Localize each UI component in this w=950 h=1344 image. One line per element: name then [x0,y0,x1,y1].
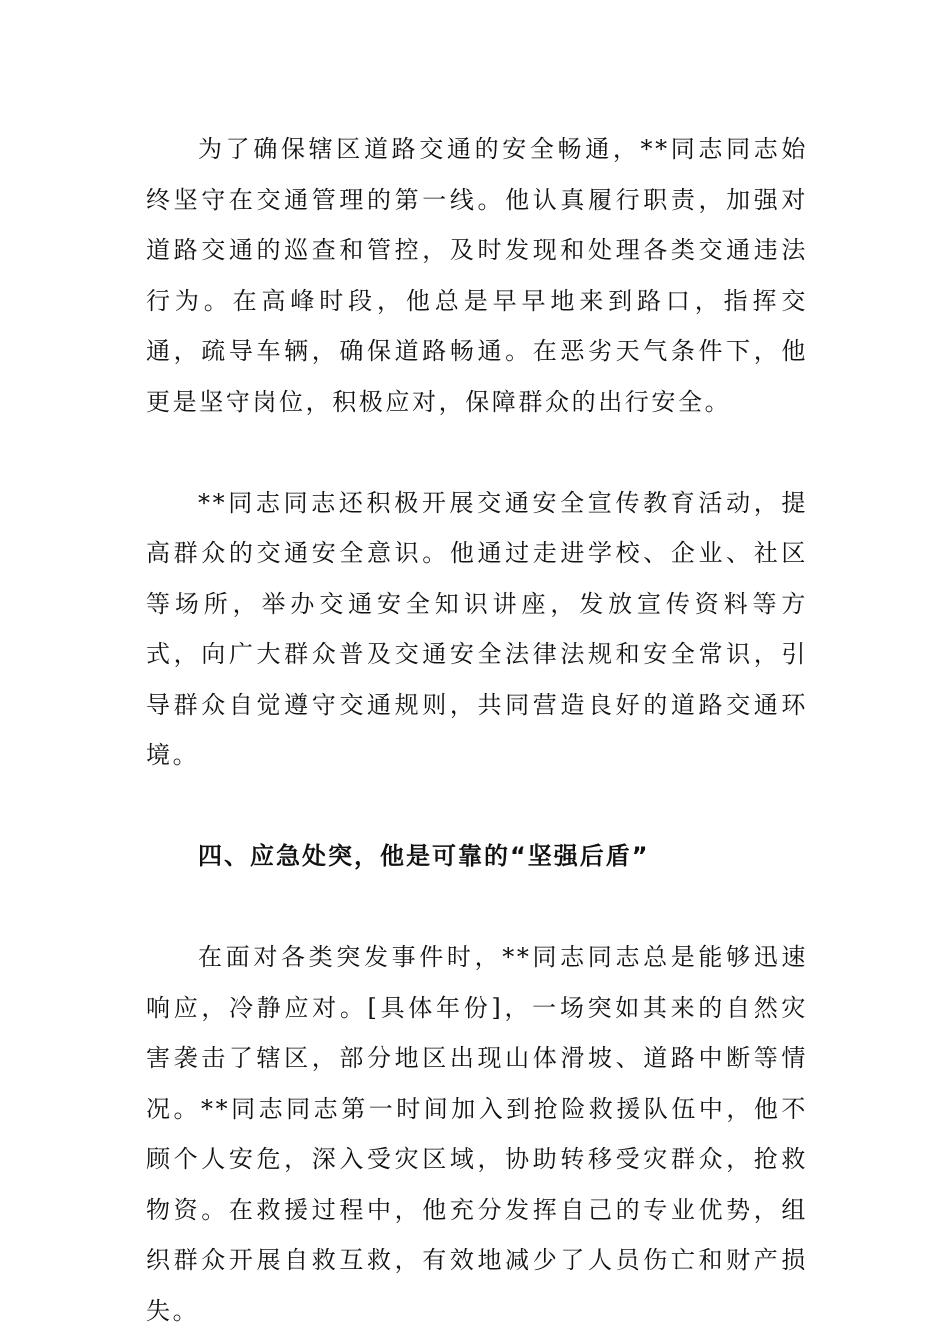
document-body [146,124,808,1336]
paragraph-safety-education: **同志同志还积极开展交通安全宣传教育活动，提高群众的交通安全意识。他通过走进学校、企业、社区等场所，举办交通安全知识讲座，发放宣传资料等方式，向广大群众普及交通安全法律法规和安全常识，引导群众自觉遵守交通规则，共同营造良好的道路交通环境。 [146,488,808,769]
paragraph-traffic-management: 为了确保辖区道路交通的安全畅通，**同志同志始终坚守在交通管理的第一线。他认真履行职责，加强对道路交通的巡查和管控，及时发现和处理各类交通违法行为。在高峰时段，他总是早早地来到路口，指挥交通，疏导车辆，确保道路畅通。在恶劣天气条件下，他更是坚守岗位，积极应对，保障群众的出行安全。 [146,135,808,416]
paragraph-spacer [146,882,808,933]
section-heading: 四、应急处突，他是可靠的“坚强后盾” [198,842,650,870]
paragraph-emergency-response: 在面对各类突发事件时，**同志同志总是能够迅速响应，冷静应对。[具体年份]，一场突如其来的自然灾害袭击了辖区，部分地区出现山体滑坡、道路中断等情况。**同志同志第一时间加入到抢险救援队伍中，他不顾个人安危，深入受灾区域，协助转移受灾群众，抢救物资。在救援过程中，他充分发挥自己的专业优势，组织群众开展自救互救，有效地减少了人员伤亡和财产损失。 [146,943,808,1325]
paragraph-spacer [146,781,808,832]
paragraph-spacer [146,427,808,478]
